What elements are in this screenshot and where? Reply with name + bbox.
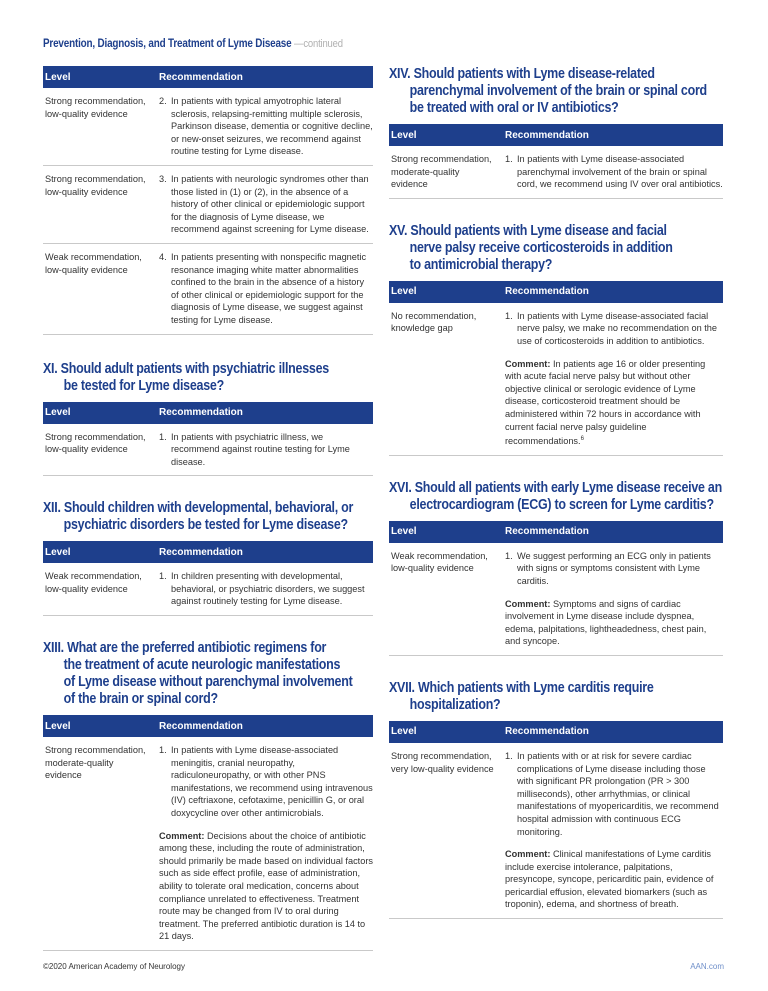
rec-number: 4. (159, 251, 167, 262)
rec-text: In patients with Lyme disease-associated facial nerve palsy, we make no recommendation on the use of corticosteroids in addition to antibiotics. (517, 310, 718, 346)
row-recommendation (159, 431, 373, 469)
right-column (389, 66, 723, 943)
title-line: to antimicrobial therapy? (409, 256, 553, 273)
row-recommendation (159, 744, 373, 943)
row-level: Strong recommendation, low-quality evidence (45, 431, 146, 455)
title-line: be tested for Lyme disease? (63, 377, 224, 394)
question-title-q17 (389, 680, 722, 714)
rec-comment (159, 830, 373, 943)
rec-number: 1. (505, 154, 513, 164)
title-line: XIV. Should patients with Lyme disease-related (389, 66, 655, 82)
table-header (43, 66, 373, 88)
row-level: Weak recommendation, low-quality evidence (45, 251, 142, 275)
header-recommendation: Recommendation (505, 129, 589, 141)
table-row (43, 563, 373, 616)
table-row (389, 743, 723, 919)
rec-number: 3. (159, 173, 167, 184)
section-q15 (389, 223, 723, 456)
rec-text: We suggest performing an ECG only in patients with signs or symptoms consistent with Lyme carditis. (517, 550, 711, 586)
question-title-q12 (43, 500, 372, 534)
section-q14 (389, 66, 723, 199)
question-title-q11 (43, 361, 372, 395)
comment-text: In patients age 16 or older presenting with acute facial nerve palsy but without other objective clinical or serologic evidence of Lyme disease, corticosteroid treatment should be administered within 72 hours in accordance with current facial nerve palsy guideline recommendations. (505, 358, 706, 447)
row-recommendation (159, 570, 373, 608)
footer-site-link[interactable]: AAN.com (690, 962, 724, 971)
header-level: Level (391, 286, 417, 298)
row-level: Strong recommendation, very low-quality evidence (391, 750, 494, 774)
section-q12 (43, 500, 373, 616)
title-line: XV. Should patients with Lyme disease and facial (389, 222, 667, 239)
title-line: psychiatric disorders be tested for Lyme disease? (63, 517, 348, 534)
running-head-title: Prevention, Diagnosis, and Treatment of Lyme Disease (43, 38, 292, 50)
rec-comment (505, 848, 723, 911)
comment-text: Clinical manifestations of Lyme carditis include exercise intolerance, palpitations, presyncope, syncope, pericarditic pain, evidence of pericardial effusion, elevated biomarkers (such as troponin), edema, and shortness of breath. (505, 849, 714, 910)
question-title-q13 (43, 640, 372, 708)
table-neuro-testing (43, 66, 373, 335)
section-q16 (389, 480, 723, 656)
running-head (43, 38, 343, 50)
table-header (43, 541, 373, 563)
rec-text: In patients with or at risk for severe cardiac complications of Lyme disease including those with significant PR prolongation (PR > 300 milliseconds), other arrhythmias, or clinical manifestations of myopericarditis, we recommend hospital admission with continuous ECG monitoring. (517, 750, 719, 837)
footer-copyright: ©2020 American Academy of Neurology (43, 962, 185, 971)
rec-text: In patients presenting with nonspecific magnetic resonance imaging white matter abnormalities confined to the brain in the absence of a history of other clinical or epidemiologic support for the diagnosis of Lyme disease, we suggest against testing for Lyme disease. (171, 251, 367, 325)
table-header (389, 521, 723, 543)
row-recommendation (159, 173, 373, 236)
citation-superscript: 6 (580, 436, 584, 443)
table-header (389, 281, 723, 303)
table-row (43, 244, 373, 335)
rec-text: In children presenting with developmental, behavioral, or psychiatric disorders, we suggest against routinely testing for Lyme disease. (171, 571, 365, 607)
header-recommendation: Recommendation (159, 720, 243, 732)
rec-number: 1. (505, 750, 513, 761)
row-level: Strong recommendation, moderate-quality evidence (45, 745, 146, 781)
row-level: No recommendation, knowledge gap (391, 310, 477, 334)
row-recommendation (159, 95, 373, 158)
running-head-continued: —continued (294, 38, 343, 50)
table-row (43, 166, 373, 244)
left-column (43, 66, 373, 975)
table-row (43, 424, 373, 477)
header-level: Level (391, 526, 417, 538)
row-level: Strong recommendation, low-quality evidence (45, 96, 146, 119)
title-line: XIII. What are the preferred antibiotic regimens for (43, 640, 327, 657)
table-row (43, 737, 373, 951)
title-line: hospitalization? (409, 696, 501, 713)
table-row (43, 88, 373, 166)
row-recommendation (505, 153, 723, 191)
rec-number: 1. (159, 571, 167, 582)
rec-number: 1. (159, 431, 167, 442)
title-line: XII. Should children with developmental, behavioral, or (43, 500, 354, 517)
comment-text: Decisions about the choice of antibiotic among these, including the route of administration, should primarily be made based on individual factors such as side effect profile, ease of administration, ability to tolerate oral medication, concerns about compliance unrelated to effectiveness. Treatment route may be changed from IV to oral during treatment. The preferred antibiotic duration is 14 to 21 days. (159, 830, 373, 942)
comment-label: Comment: (505, 358, 551, 369)
table-row (389, 543, 723, 656)
row-recommendation (505, 310, 723, 448)
row-level: Strong recommendation, moderate-quality evidence (391, 154, 492, 190)
rec-number: 1. (505, 550, 513, 561)
title-line: be treated with oral or IV antibiotics? (409, 100, 619, 116)
table-row (389, 303, 723, 456)
rec-text: In patients with neurologic syndromes other than those listed in (1) or (2), in the absence of a history of other clinical or epidemiologic support for the diagnosis of Lyme disease, we recommend against screening for Lyme disease. (171, 173, 369, 235)
title-line: of Lyme disease without parenchymal involvement (63, 674, 353, 691)
comment-text: Symptoms and signs of cardiac involvement in Lyme disease include dyspnea, edema, palpitations, lightheadedness, chest pain, and syncope. (505, 598, 707, 647)
header-recommendation: Recommendation (505, 286, 589, 298)
title-line: XI. Should adult patients with psychiatric illnesses (43, 360, 329, 377)
header-level: Level (391, 726, 417, 738)
question-title-q16 (389, 480, 722, 514)
title-line: XVII. Which patients with Lyme carditis require (389, 679, 654, 696)
title-line: of the brain or spinal cord? (63, 691, 218, 708)
rec-number: 1. (505, 310, 513, 321)
title-line: XVI. Should all patients with early Lyme disease receive an (389, 479, 722, 496)
rec-text: In patients with Lyme disease-associated meningitis, cranial neuropathy, radiculoneuropathy, or with other PNS manifestations, we recommend using intravenous (IV) ceftriaxone, cefotaxime, penicillin G, or oral doxycycline over other antimicrobials. (171, 745, 373, 819)
rec-number: 1. (159, 745, 167, 756)
title-line: nerve palsy receive corticosteroids in addition (409, 239, 673, 256)
comment-label: Comment: (159, 830, 205, 841)
header-recommendation: Recommendation (159, 407, 243, 418)
rec-text: In patients with typical amyotrophic lateral sclerosis, relapsing-remitting multiple sclerosis, Parkinson disease, dementia or cognitive decline, or new-onset seizures, we recommend against routine testing for Lyme disease. (171, 96, 373, 157)
title-line: electrocardiogram (ECG) to screen for Lyme carditis? (409, 496, 714, 513)
header-recommendation: Recommendation (159, 546, 243, 558)
table-header (389, 721, 723, 743)
header-level: Level (45, 71, 71, 83)
rec-text: In patients with psychiatric illness, we recommend against routine testing for Lyme disease. (171, 431, 350, 467)
header-recommendation: Recommendation (505, 726, 589, 738)
header-level: Level (45, 720, 71, 732)
rec-number: 2. (159, 96, 167, 106)
header-level: Level (45, 407, 71, 418)
title-line: the treatment of acute neurologic manifestations (63, 657, 341, 674)
question-title-q15 (389, 223, 722, 274)
table-header (389, 124, 723, 146)
header-recommendation: Recommendation (159, 71, 243, 83)
row-level: Weak recommendation, low-quality evidence (391, 550, 488, 574)
header-recommendation: Recommendation (505, 526, 589, 538)
rec-text: In patients with Lyme disease-associated parenchymal involvement of the brain or spinal cord, we recommend using IV over oral antibiotics. (517, 154, 723, 190)
row-recommendation (505, 550, 723, 648)
section-q11 (43, 361, 373, 477)
section-q17 (389, 680, 723, 919)
rec-comment (505, 358, 723, 448)
header-level: Level (391, 129, 417, 141)
question-title-q14 (389, 66, 722, 117)
row-level: Strong recommendation, low-quality evidence (45, 173, 146, 197)
table-header (43, 715, 373, 737)
rec-comment (505, 598, 723, 648)
title-line: parenchymal involvement of the brain or spinal cord (409, 83, 707, 99)
comment-label: Comment: (505, 598, 551, 609)
row-recommendation (159, 251, 373, 327)
comment-label: Comment: (505, 849, 551, 860)
table-header (43, 402, 373, 424)
section-q13 (43, 640, 373, 951)
row-level: Weak recommendation, low-quality evidence (45, 571, 142, 594)
table-row (389, 146, 723, 199)
row-recommendation (505, 750, 723, 911)
header-level: Level (45, 546, 71, 558)
